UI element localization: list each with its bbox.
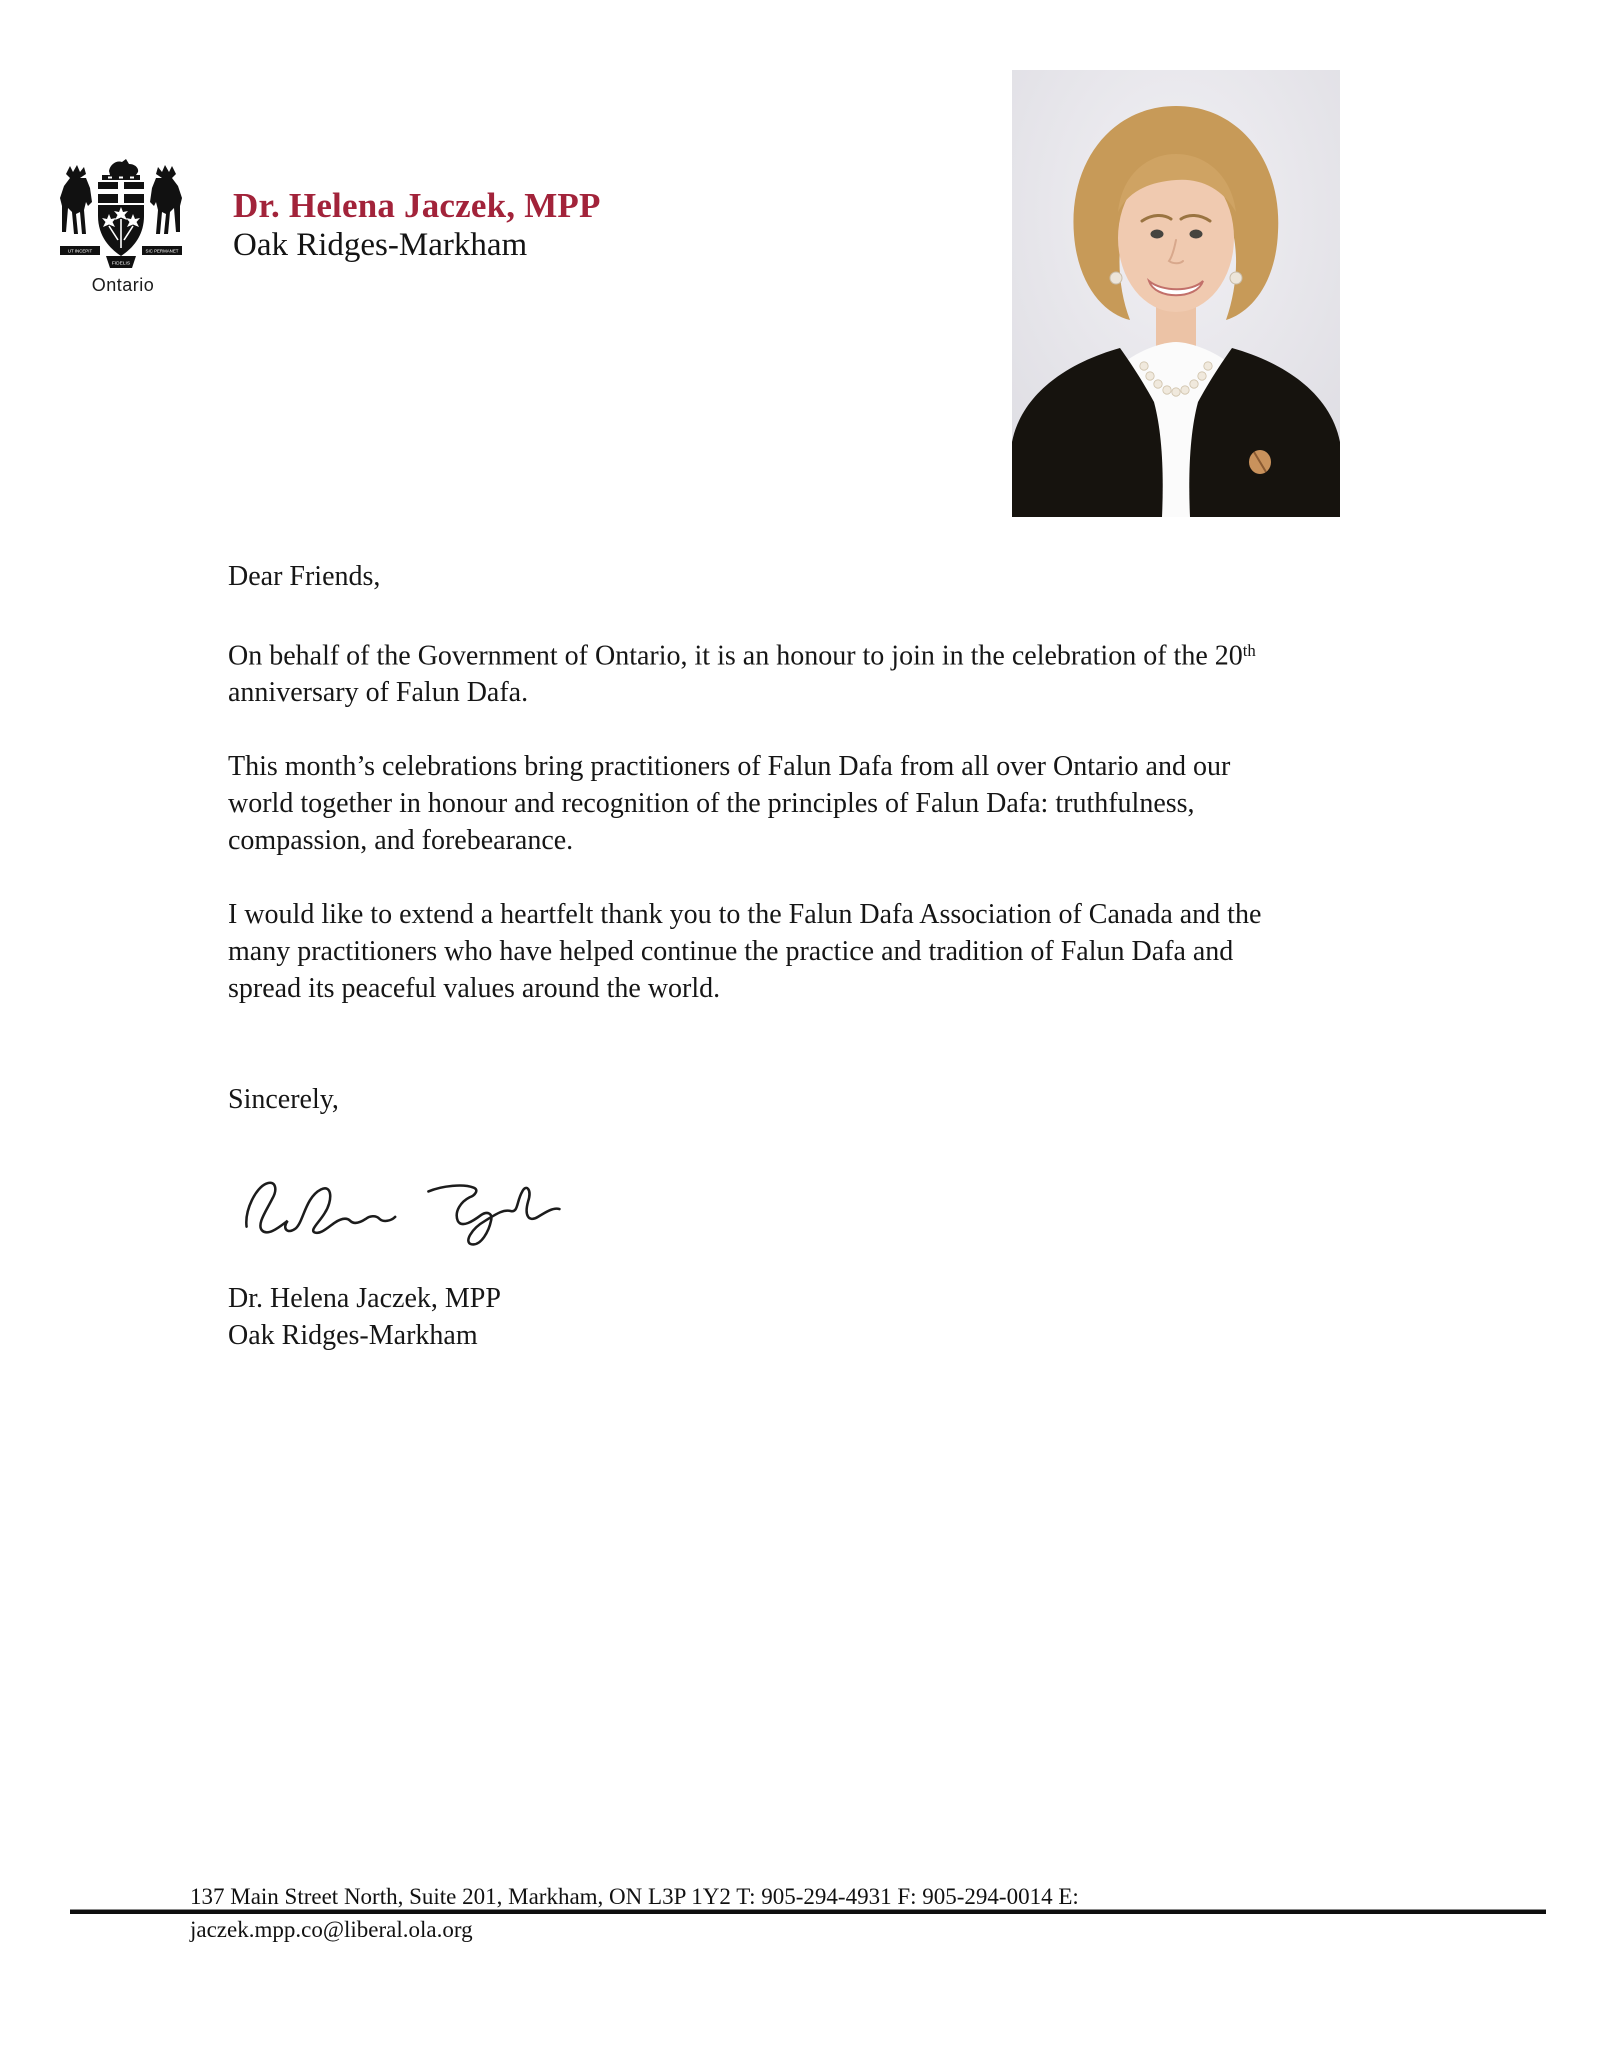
shield-icon xyxy=(98,182,144,256)
paragraph-3-line-2: many practitioners who have helped continue the practice and tradition of Falun Dafa and xyxy=(228,936,1234,968)
paragraph-1-line-2: anniversary of Falun Dafa. xyxy=(228,677,529,709)
paragraph-3-line-1: I would like to extend a heartfelt thank you to the Falun Dafa Association of Canada and the xyxy=(228,899,1262,931)
ordinal-superscript: th xyxy=(1242,641,1256,660)
ontario-logo xyxy=(56,158,186,298)
header-name: Dr. Helena Jaczek, MPP xyxy=(233,186,601,225)
ontario-wordmark: Ontario xyxy=(91,275,155,295)
moose-silhouette-icon xyxy=(60,165,92,234)
signed-name: Dr. Helena Jaczek, MPP xyxy=(228,1283,501,1315)
paragraph-2-line-2: world together in honour and recognition of the principles of Falun Dafa: truthfulness, xyxy=(228,788,1195,820)
deer-silhouette-icon xyxy=(150,165,182,234)
portrait-photo xyxy=(1012,70,1340,517)
signature-image xyxy=(228,1168,578,1256)
earring-right xyxy=(1230,272,1242,284)
eye-left xyxy=(1151,230,1164,239)
footer-email: jaczek.mpp.co@liberal.ola.org xyxy=(190,1917,473,1942)
header-riding: Oak Ridges-Markham xyxy=(233,227,528,263)
footer-address: 137 Main Street North, Suite 201, Markham, ON L3P 1Y2 T: 905-294-4931 F: 905-294-0014 E: xyxy=(190,1884,1079,1909)
signature-icon xyxy=(228,1168,578,1256)
paragraph-2 xyxy=(228,748,1448,859)
earring-left xyxy=(1110,272,1122,284)
ontario-coat-of-arms-icon xyxy=(56,158,186,298)
motto-left-text: UT INCEPIT xyxy=(67,248,93,254)
paragraph-1-line-1 xyxy=(228,632,1448,674)
paragraph-3-line-3: spread its peaceful values around the world. xyxy=(228,973,721,1005)
eye-right xyxy=(1190,230,1203,239)
footer-divider xyxy=(70,1909,1546,1914)
paragraph-1 xyxy=(228,632,1448,711)
salutation: Dear Friends, xyxy=(228,561,381,592)
portrait-illustration xyxy=(1012,70,1340,517)
paragraph-3 xyxy=(228,896,1448,1007)
motto-center-text: FIDELIS xyxy=(111,261,131,267)
motto-right-text: SIC PERMANET xyxy=(145,248,179,254)
signed-riding: Oak Ridges-Markham xyxy=(228,1320,478,1352)
letter-body xyxy=(228,558,1448,1354)
bear-crest-icon xyxy=(102,159,140,180)
paragraph-1-line-1-text: On behalf of the Government of Ontario, it is an honour to join in the celebration of the 20 xyxy=(228,640,1243,672)
paragraph-2-line-3: compassion, and forebearance. xyxy=(228,825,574,857)
paragraph-2-line-1: This month’s celebrations bring practitioners of Falun Dafa from all over Ontario and our xyxy=(228,751,1231,783)
closing: Sincerely, xyxy=(228,1084,339,1116)
